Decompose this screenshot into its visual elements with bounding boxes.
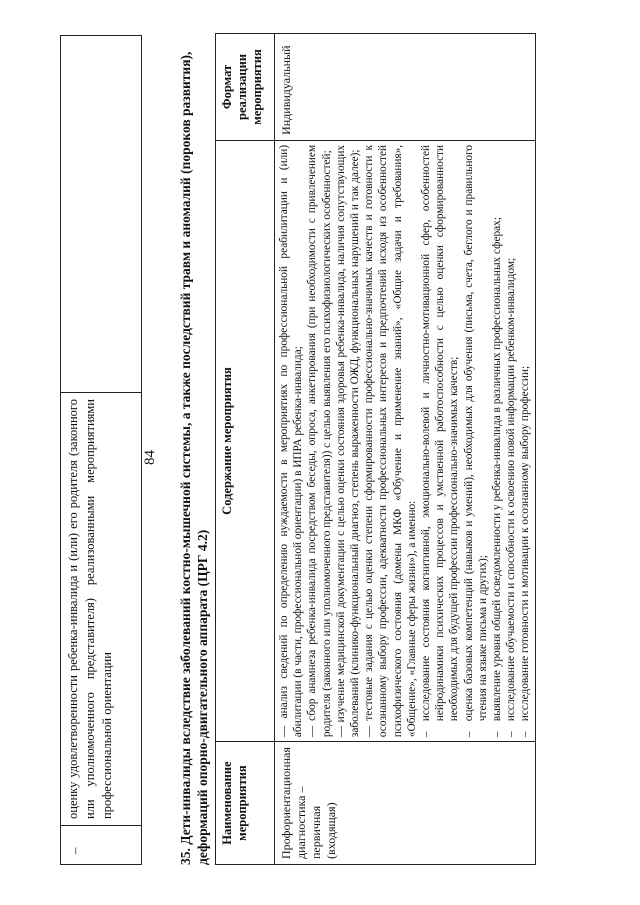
list-dash: –	[491, 731, 504, 738]
list-item-text: исследование обучаемости и способности к освоению новой информации ребенком-инвалидом;	[505, 257, 518, 722]
list-item	[490, 145, 504, 737]
table-header-row	[216, 34, 275, 865]
list-dash: –	[505, 731, 518, 738]
section-heading: 35. Дети-инвалиды вследствие заболеваний костно-мышечной системы, а также последствий травм и аномалий (пороков развития), деформаций опорно-двигательного аппарата (ЦРГ 4.2)	[178, 51, 210, 865]
list-item-text: исследование состояния когнитивной, эмоционально-волевой и личностно-мотивационной сфер, особенностей нейродинамики психических процессов и умственной работоспособности с целью оценки сформированности необходимых для будущей профессии профессионально-значимых качеств;	[420, 144, 461, 722]
content-paragraph: — тестовые задания с целью оценки степени сформированности профессионально-значимых качеств и готовности к осознанному выбору профессии, адекватности профессиональных интересов и предпочтений исходя из особенностей психофизического состояния (домены МКФ «Обучение и применение знаний», «Общие задачи и требования», «Общение», «Главные сферы жизни»), а именно:	[363, 144, 418, 738]
list-item	[504, 145, 518, 737]
content-paragraph: — анализ сведений по определению нуждаемости в мероприятиях по профессиональной реабилитации и (или) абилитации (в части, профессиональной ориентации) в ИПРА ребенка-инвалида;	[278, 144, 305, 738]
page-number: 84	[142, 450, 158, 465]
list-item-text: исследование готовности и мотивации к осознанному выбору профессии;	[519, 365, 532, 722]
table-cell-text: оценку удовлетворенности ребенка-инвалида и (или) его родителя (законного или уполномоченного представителя) реализованными мероприятиями профессиональной ориентации	[61, 393, 142, 826]
list-dash: –	[462, 731, 475, 738]
list-item	[462, 145, 490, 737]
list-dash: –	[519, 731, 532, 738]
content-paragraph: — сбор анамнеза ребенка-инвалида посредством беседы, опроса, анкетирования (при необходимости с привлечением родителя (законного или уполномоченного представителя)) с целью выявления его психофизиологических особенностей;	[306, 144, 333, 738]
measure-content	[275, 140, 536, 741]
list-item	[518, 145, 532, 737]
measures-table	[215, 33, 536, 865]
previous-table-fragment	[60, 35, 142, 865]
header-content: Содержание мероприятия	[216, 140, 275, 741]
list-item-text: оценка базовых компетенций (навыков и умений), необходимых для обучения (письма, счета, беглого и правильного чтения на языке письма и других);	[462, 144, 489, 722]
header-format: Формат реализации мероприятия	[216, 34, 275, 141]
list-dash: –	[420, 731, 433, 738]
measure-name: Профориентационная диагностика – первичная (входящая)	[275, 742, 536, 865]
measure-format: Индивидуальный	[275, 34, 536, 141]
content-paragraph: — изучение медицинской документации с целью оценки состояния здоровья ребенка-инвалида, наличия сопутствующих заболеваний (клинико-функциональный диагноз, степень выраженности ОЖД, функциональных нарушений и так далее);	[334, 144, 362, 738]
empty-cell	[61, 36, 142, 393]
header-name: Наименование мероприятия	[216, 742, 275, 865]
list-dash: –	[61, 826, 142, 865]
list-item-text: выявление уровня общей осведомленности у ребенка-инвалида в различных профессиональных сферах;	[491, 217, 504, 722]
table-row	[275, 34, 536, 865]
list-item	[419, 145, 462, 737]
